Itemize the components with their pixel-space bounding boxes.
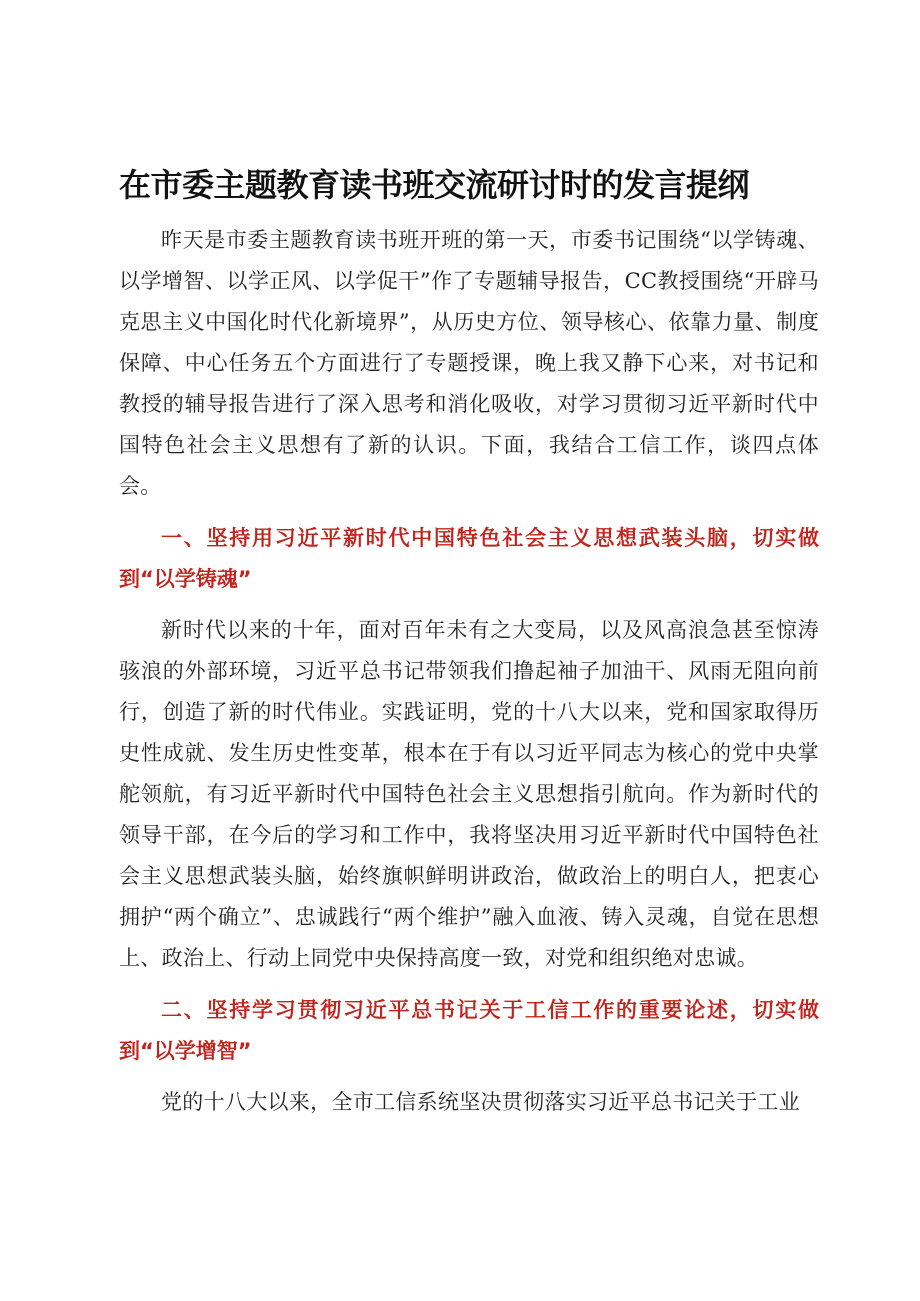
section-2-heading: 二、坚持学习贯彻习近平总书记关于工信工作的重要论述，切实做到“以学增智” — [119, 998, 819, 1063]
document-page — [119, 150, 819, 1123]
section-1-body: 新时代以来的十年，面对百年未有之大变局，以及风高浪急甚至惊涛骇浪的外部环境，习近平总书记带领我们撸起袖子加油干、风雨无阻向前行，创造了新的时代伟业。实践证明，党的十八大以来，党和国家取得历史性成就、发生历史性变革，根本在于有以习近平同志为核心的党中央掌舵领航，有习近平新时代中国特色社会主义思想指引航向。作为新时代的领导干部，在今后的学习和工作中，我将坚决用习近平新时代中国特色社会主义思想武装头脑，始终旗帜鲜明讲政治，做政治上的明白人，把衷心拥护“两个确立”、忠诚践行“两个维护”融入血液、铸入灵魂，自觉在思想上、政治上、行动上同党中央保持高度一致，对党和组织绝对忠诚。 — [119, 618, 819, 970]
section-2-body: 党的十八大以来，全市工信系统坚决贯彻落实习近平总书记关于工业 — [161, 1090, 800, 1114]
intro-paragraph: 昨天是市委主题教育读书班开班的第一天，市委书记围绕“以学铸魂、以学增智、以学正风、以学促干”作了专题辅导报告，CC教授围绕“开辟马克思主义中国化时代化新境界”，从历史方位、领导核心、依靠力量、制度保障、中心任务五个方面进行了专题授课，晚上我又静下心来，对书记和教授的辅导报告进行了深入思考和消化吸收，对学习贯彻习近平新时代中国特色社会主义思想有了新的认识。下面，我结合工信工作，谈四点体会。 — [119, 228, 819, 498]
document-title: 在市委主题教育读书班交流研讨时的发言提纲 — [119, 166, 750, 204]
section-1-heading: 一、坚持用习近平新时代中国特色社会主义思想武装头脑，切实做到“以学铸魂” — [119, 526, 819, 591]
